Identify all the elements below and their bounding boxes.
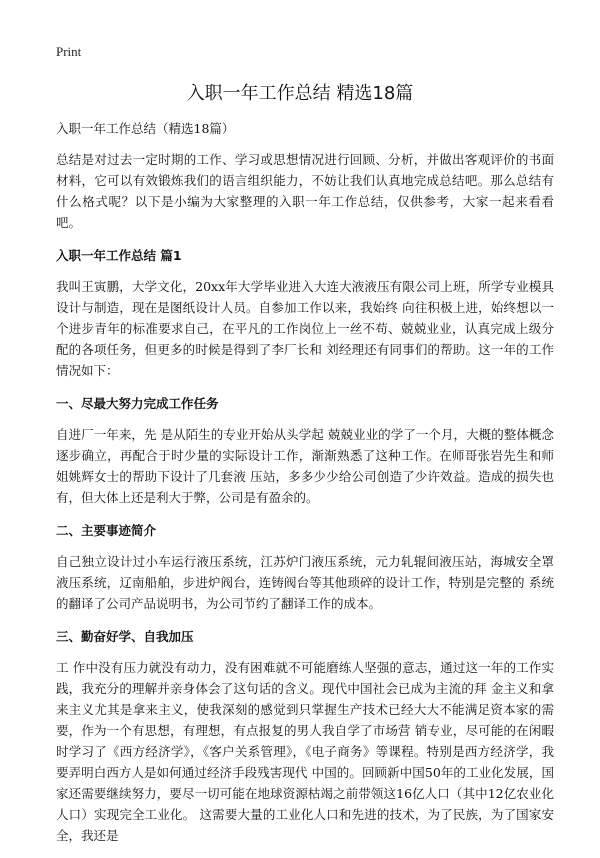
article-subtitle: 入职一年工作总结（精选18篇） — [56, 121, 235, 136]
article-content — [56, 118, 554, 858]
section-heading: 二、主要事迹简介 — [56, 523, 157, 538]
section-paragraph: 自己独立设计过小车运行液压系统，江苏炉门液压系统，元力轧辊间液压站，海城安全罩液压系统，辽南船舶，步进炉阀台，连铸阀台等其他琐碎的设计工作，特别是完整的 系统的翻译了公司产品说明书，为公司节约了翻译工作的成本。 — [56, 554, 554, 611]
article-heading: 入职一年工作总结 篇1 — [56, 248, 182, 263]
section-heading: 三、勤奋好学、自我加压 — [56, 629, 194, 644]
article-paragraph: 我叫王寅鹏，大学文化，20xx年大学毕业进入大连大液液压有限公司上班，所学专业模具设计与制造，现在是图纸设计人员。自参加工作以来，我始终 向往积极上进，始终想以一个进步青年的标准要求自己，在平凡的工作岗位上一丝不苟、兢兢业业，认真完成上级分配的各项任务，但更多的时候是得到了李厂长和 刘经理还有同事们的帮助。这一年的工作情况如下： — [56, 279, 554, 378]
section-heading: 一、尽最大努力完成工作任务 — [56, 396, 219, 411]
section-paragraph: 自进厂一年来，先 是从陌生的专业开始从头学起 兢兢业业的学了一个月，大概的整体概念逐步确立，再配合于时少量的实际设计工作，渐渐熟悉了这种工作。在师哥张岩先生和师姐姚辉女士的帮助下设计了几套液 压站，多多少少给公司创造了少许效益。造成的损失也有，但大体上还是利大于弊，公司是有盈余的。 — [56, 427, 554, 505]
page-title: 入职一年工作总结 精选18篇 — [186, 83, 414, 104]
section-paragraph: 工 作中没有压力就没有动力，没有困难就不可能磨练人坚强的意志，通过这一年的工作实践，我充分的理解并亲身体会了这句话的含义。现代中国社会已成为主流的拜 金主义和拿来主义尤其是拿来主义，使我深刻的感觉到只掌握生产技术已经大大不能满足资本家的需要，作为一个有思想，有理想，有点报复的男人我自学了市场营 销专业，尽可能的在闲暇时学习了《西方经济学》，《客户关系管理》，《电子商务》等课程。特别是西方经济学，我要弄明白西方人是如何通过经济手段残害现代 中国的。回顾新中国50年的工业化发展，国家还需要继续努力，要尽一切可能在地球资源枯竭之前带领这16亿人口（其中12亿农业化人口）实现完全工业化。 这需要大量的工业化人口和先进的技术，为了民族，为了国家安全，我还是 — [56, 660, 554, 843]
print-link[interactable]: Print — [56, 44, 82, 59]
intro-paragraph: 总结是对过去一定时期的工作、学习或思想情况进行回顾、分析，并做出客观评价的书面材料，它可以有效锻炼我们的语言组织能力，不妨让我们认真地完成总结吧。那么总结有什么格式呢？以下是小编为大家整理的入职一年工作总结，仅供参考，大家一起来看看吧。 — [56, 152, 554, 230]
